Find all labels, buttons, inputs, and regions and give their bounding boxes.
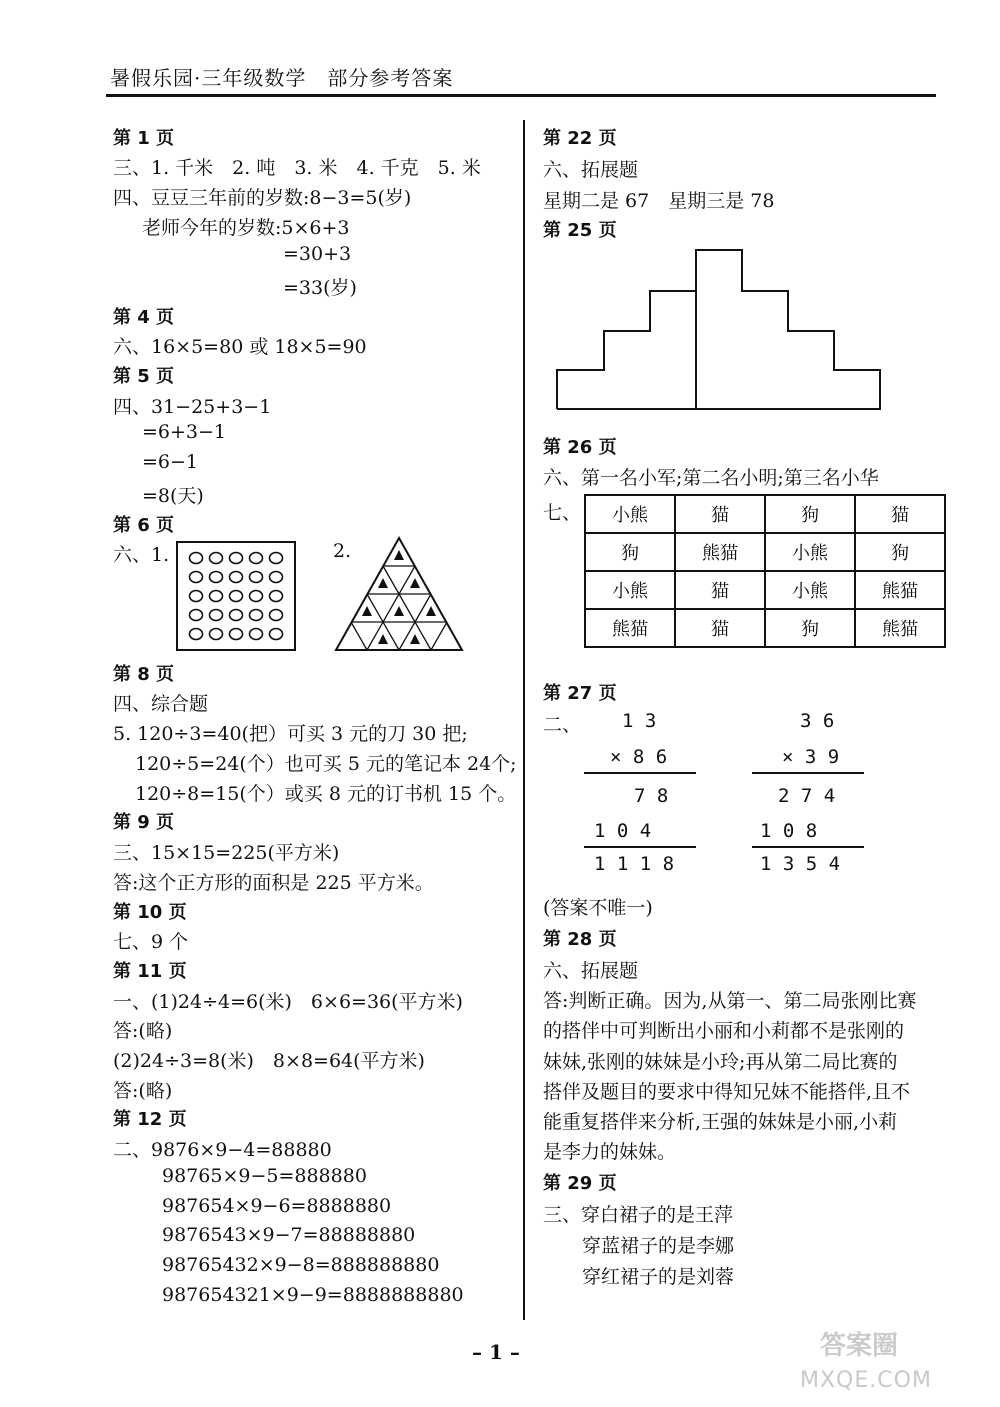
table-row (585, 533, 945, 571)
answer-line: =8(天) (142, 485, 204, 507)
table-cell: 狗 (855, 533, 945, 571)
circle-grid-figure (176, 541, 296, 651)
answer-line: 搭伴及题目的要求中得知兄妹不能搭伴,且不 (543, 1081, 911, 1103)
table-cell: 小熊 (765, 533, 855, 571)
answer-line: 四、31−25+3−1 (113, 396, 272, 418)
section-heading: 第 11 页 (113, 961, 187, 982)
answer-line: =6−1 (142, 451, 199, 473)
section-heading: 第 9 页 (113, 812, 175, 833)
circle-mark (270, 629, 283, 640)
answer-line: 是李力的妹妹。 (543, 1141, 677, 1163)
staircase-figure (556, 248, 941, 412)
table-cell: 狗 (585, 533, 675, 571)
answer-line: (2)24÷3=8(米) 8×8=64(平方米) (113, 1050, 425, 1072)
answer-line: 四、综合题 (113, 693, 209, 715)
answer-line: 妹妹,张刚的妹妹是小玲;再从第二局比赛的 (543, 1051, 898, 1073)
table-row (585, 571, 945, 609)
answer-line: 答:(略) (113, 1080, 173, 1102)
circle-mark (190, 553, 203, 564)
answer-line: 七、 (543, 502, 582, 524)
section-heading: 第 26 页 (543, 437, 617, 458)
circle-mark (270, 553, 283, 564)
circle-mark (210, 610, 223, 621)
circle-mark (270, 610, 283, 621)
answer-line: =6+3−1 (142, 421, 227, 443)
circle-mark (250, 591, 263, 602)
section-heading: 第 12 页 (113, 1109, 187, 1130)
circle-mark (190, 629, 203, 640)
table-cell: 小熊 (765, 571, 855, 609)
answer-line: 答:(略) (113, 1020, 173, 1042)
mult2-multiplicand: 3 6 (800, 710, 835, 732)
answer-line: 六、拓展题 (543, 159, 639, 181)
circle-mark (250, 572, 263, 583)
mult2-rule-1 (752, 772, 864, 774)
page-number: – 1 – (472, 1340, 520, 1364)
table-row (585, 495, 945, 533)
mult1-multiplicand: 1 3 (622, 710, 657, 732)
table-cell: 猫 (675, 609, 765, 647)
answer-line: 六、拓展题 (543, 960, 639, 982)
circle-mark (250, 553, 263, 564)
circle-mark (210, 572, 223, 583)
table-cell: 小熊 (585, 571, 675, 609)
animal-answer-table (584, 494, 946, 648)
answer-line: 星期二是 67 星期三是 78 (543, 190, 775, 212)
answer-line: 四、豆豆三年前的岁数:8−3=5(岁) (113, 187, 412, 209)
watermark-url: MXQE.COM (800, 1368, 932, 1393)
circle-mark (190, 591, 203, 602)
answer-line: 老师今年的岁数:5×6+3 (142, 217, 350, 239)
mult2-partial-1: 2 7 4 (778, 785, 836, 807)
section-heading: 第 10 页 (113, 902, 187, 923)
circle-mark (270, 591, 283, 602)
mult1-partial-2: 1 0 4 (594, 820, 652, 842)
mult2-partial-2: 1 0 8 (760, 820, 818, 842)
answer-line: 七、9 个 (113, 931, 189, 953)
section-heading: 第 4 页 (113, 307, 175, 328)
table-cell: 猫 (675, 571, 765, 609)
answer-line: 穿红裙子的是刘蓉 (582, 1266, 735, 1288)
answer-line: 98765432×9−8=888888880 (162, 1254, 440, 1276)
circle-mark (210, 629, 223, 640)
mult1-rule-1 (584, 772, 696, 774)
answer-line: 穿蓝裙子的是李娜 (582, 1235, 735, 1257)
section-heading: 第 29 页 (543, 1173, 617, 1194)
answer-line: =30+3 (283, 243, 352, 265)
answer-line: 六、第一名小军;第二名小明;第三名小华 (543, 467, 879, 489)
answer-line: 六、1. (113, 544, 170, 566)
section-heading: 第 28 页 (543, 929, 617, 950)
circle-mark (230, 591, 243, 602)
circle-mark (270, 572, 283, 583)
circle-mark (190, 610, 203, 621)
answer-line: 987654321×9−9=8888888880 (162, 1284, 464, 1306)
answer-line: 120÷8=15(个）或买 8 元的订书机 15 个。 (135, 783, 517, 805)
answer-line: 三、1. 千米 2. 吨 3. 米 4. 千克 5. 米 (113, 157, 481, 179)
table-cell: 熊猫 (585, 609, 675, 647)
section-heading: 第 1 页 (113, 128, 175, 149)
table-cell: 猫 (675, 495, 765, 533)
circle-mark (190, 572, 203, 583)
mult2-rule-2 (752, 846, 864, 848)
section-heading: 第 25 页 (543, 220, 617, 241)
section-heading: 第 22 页 (543, 128, 617, 149)
circle-mark (250, 629, 263, 640)
answer-line: 答:判断正确。因为,从第一、第二局张刚比赛 (543, 990, 917, 1012)
table-row (585, 609, 945, 647)
circle-mark (230, 629, 243, 640)
table-cell: 狗 (765, 609, 855, 647)
circle-mark (210, 591, 223, 602)
answer-line: 5. 120÷3=40(把）可买 3 元的刀 30 把; (113, 723, 468, 745)
watermark-logo: 答案圈 (820, 1331, 899, 1361)
circle-mark (250, 610, 263, 621)
answer-line: =33(岁) (283, 277, 357, 299)
section-heading: 第 5 页 (113, 366, 175, 387)
mult1-partial-1: 7 8 (634, 785, 669, 807)
column-divider (523, 120, 525, 1320)
answer-line: 一、(1)24÷4=6(米) 6×6=36(平方米) (113, 991, 463, 1013)
circle-mark (210, 553, 223, 564)
answer-line: 六、16×5=80 或 18×5=90 (113, 336, 367, 358)
answer-line: 二、 (543, 714, 582, 736)
answer-line: (答案不唯一) (543, 897, 653, 919)
answer-line: 的搭伴中可判断出小丽和小莉都不是张刚的 (543, 1020, 905, 1042)
mult1-result: 1 1 1 8 (594, 853, 675, 875)
answer-line: 120÷5=24(个）也可买 5 元的笔记本 24个; (135, 753, 517, 775)
section-heading: 第 27 页 (543, 683, 617, 704)
answer-line: 三、穿白裙子的是王萍 (543, 1204, 734, 1226)
answer-line: 9876543×9−7=88888880 (162, 1224, 416, 1246)
answer-line: 能重复搭伴来分析,王强的妹妹是小丽,小莉 (543, 1111, 898, 1133)
triangle-figure (334, 536, 464, 652)
mult1-rule-2 (584, 846, 696, 848)
answer-line: 2. (333, 540, 352, 562)
page-header: 暑假乐园·三年级数学 部分参考答案 (110, 66, 454, 90)
table-cell: 小熊 (585, 495, 675, 533)
answer-line: 三、15×15=225(平方米) (113, 842, 340, 864)
table-cell: 狗 (765, 495, 855, 533)
answer-line: 答:这个正方形的面积是 225 平方米。 (113, 872, 434, 894)
answer-line: 二、9876×9−4=88880 (113, 1139, 332, 1161)
answer-line: 987654×9−6=8888880 (162, 1195, 392, 1217)
mult1-multiplier: × 8 6 (610, 746, 668, 768)
answer-line: 98765×9−5=888880 (162, 1165, 367, 1187)
circle-mark (230, 610, 243, 621)
mult2-multiplier: × 3 9 (782, 746, 840, 768)
table-cell: 熊猫 (855, 609, 945, 647)
header-rule (106, 94, 936, 97)
mult2-result: 1 3 5 4 (760, 853, 841, 875)
circle-mark (230, 553, 243, 564)
section-heading: 第 6 页 (113, 515, 175, 536)
circle-mark (230, 572, 243, 583)
table-cell: 熊猫 (675, 533, 765, 571)
section-heading: 第 8 页 (113, 664, 175, 685)
table-cell: 熊猫 (855, 571, 945, 609)
table-cell: 猫 (855, 495, 945, 533)
